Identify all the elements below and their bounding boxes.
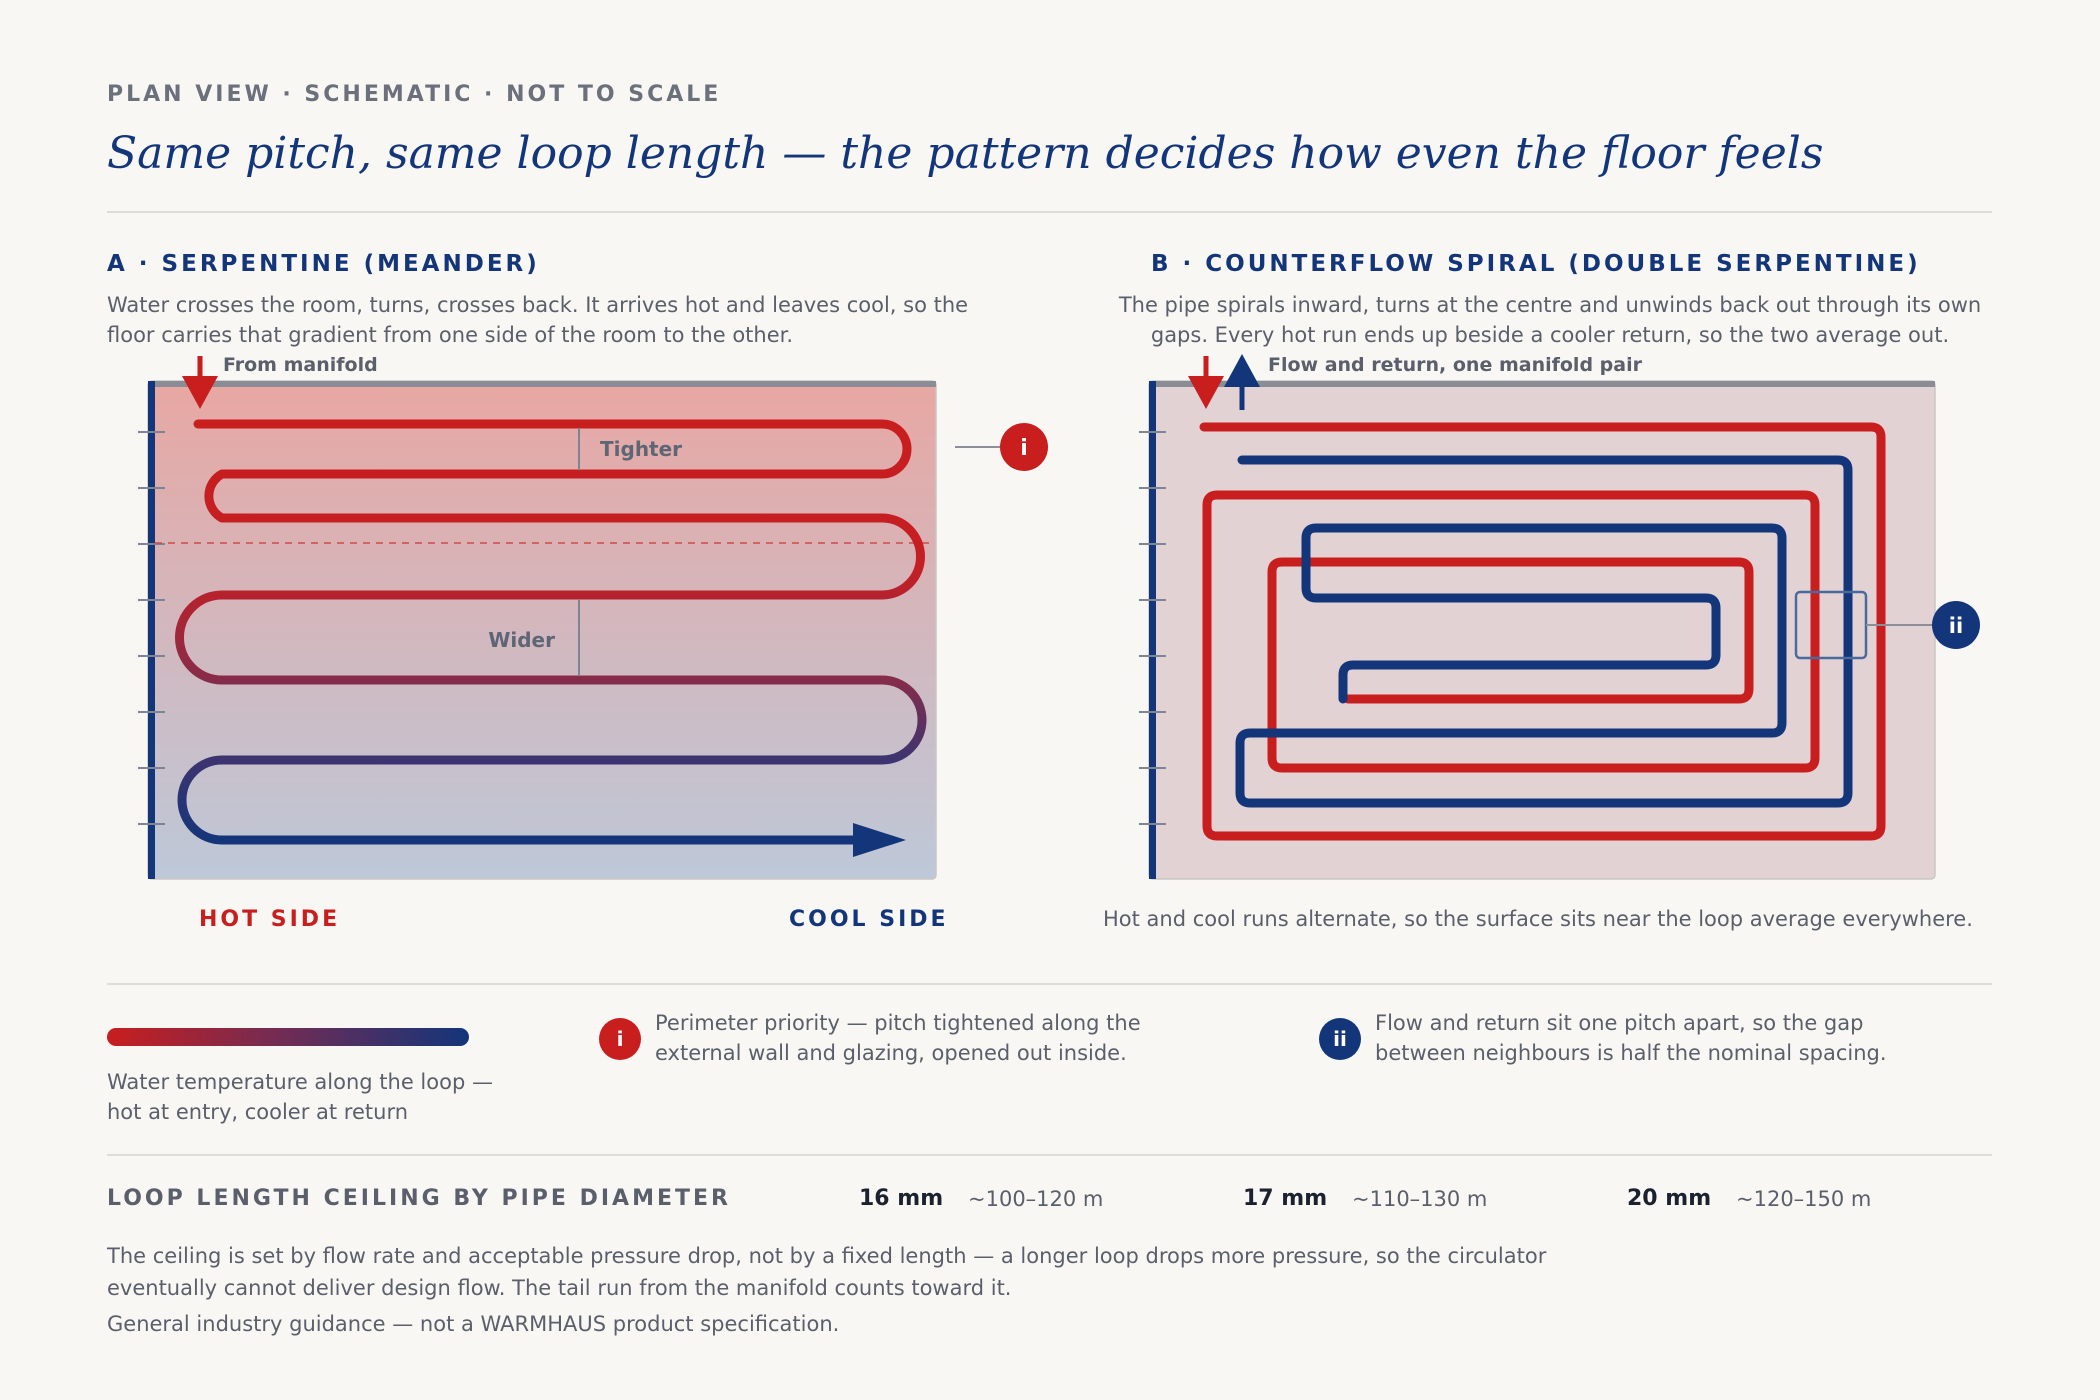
tighter-annotation: Tighter — [600, 437, 683, 461]
range-17: ~110–130 m — [1352, 1187, 1488, 1211]
mid-divider — [107, 983, 1992, 985]
loop-length-footnote: The ceiling is set by flow rate and acceptable pressure drop, not by a fixed length — a longer loop drops more pressure, so the circulator eventually cannot deliver design flow. The tail run from the manifold counts toward it. — [107, 1244, 1547, 1300]
note-i-text: Perimeter priority — pitch tightened along the external wall and glazing, opened out inside. — [655, 1011, 1141, 1065]
range-16: ~100–120 m — [968, 1187, 1104, 1211]
note-ii-text: Flow and return sit one pitch apart, so the gap between neighbours is half the nominal spacing. — [1375, 1011, 1887, 1065]
callout-ii-text: ii — [1948, 614, 1964, 638]
room-b-top-wall — [1149, 381, 1935, 387]
callout-i-text: i — [1020, 436, 1028, 461]
room-b-external-wall — [1149, 381, 1156, 879]
note-ii-badge: ii — [1319, 1018, 1361, 1060]
note-i-badge: i — [599, 1018, 641, 1060]
return-up-arrow-icon — [1224, 354, 1260, 387]
room-a-external-wall — [148, 381, 155, 879]
panel-a-description: Water crosses the room, turns, crosses back. It arrives hot and leaves cool, so the floor carries that gradient from one side of the room to the other. — [107, 293, 969, 347]
temperature-gradient-bar — [107, 1028, 469, 1046]
loop-length-heading: LOOP LENGTH CEILING BY PIPE DIAMETER — [107, 1186, 731, 1211]
panel-a-heading: A · SERPENTINE (MEANDER) — [107, 251, 540, 277]
diameter-20: 20 mm — [1627, 1186, 1712, 1211]
range-20: ~120–150 m — [1736, 1187, 1872, 1211]
inlet-label-a: From manifold — [223, 354, 378, 376]
panel-b-heading: B · COUNTERFLOW SPIRAL (DOUBLE SERPENTINE) — [1151, 251, 1921, 277]
wider-annotation: Wider — [488, 628, 555, 652]
page-title: Same pitch, same loop length — the pattern decides how even the floor feels — [107, 128, 1824, 179]
diameter-16: 16 mm — [859, 1186, 944, 1211]
panel-b-caption: Hot and cool runs alternate, so the surface sits near the loop average everywhere. — [1103, 907, 1973, 931]
eyebrow: PLAN VIEW · SCHEMATIC · NOT TO SCALE — [107, 82, 722, 107]
room-a-top-wall — [148, 381, 936, 387]
diameter-17: 17 mm — [1243, 1186, 1328, 1211]
cool-side-label: COOL SIDE — [789, 907, 949, 932]
serpentine-diagram — [138, 354, 1048, 879]
hot-side-label: HOT SIDE — [199, 907, 341, 932]
lower-divider — [107, 1154, 1992, 1156]
inlet-label-b: Flow and return, one manifold pair — [1268, 354, 1642, 376]
counterflow-diagram — [1139, 354, 1980, 879]
gradient-legend-text: Water temperature along the loop — hot at entry, cooler at return — [107, 1070, 493, 1124]
disclaimer: General industry guidance — not a WARMHAUS product specification. — [107, 1312, 840, 1336]
panel-b-description: The pipe spirals inward, turns at the centre and unwinds back out through its own gaps. Every hot run ends up beside a cooler return, so the two average out. — [1118, 293, 1982, 347]
